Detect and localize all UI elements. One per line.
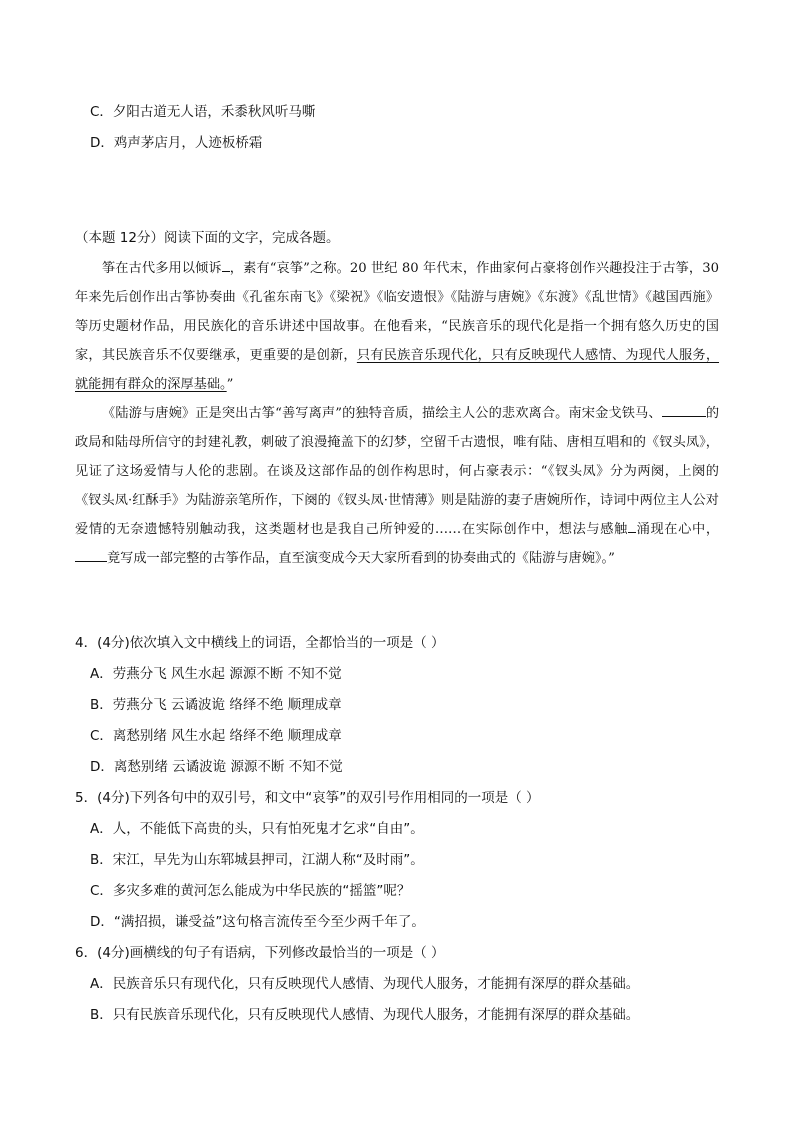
question-4-stem: 4．(4分)依次填入文中横线上的词语，全都恰当的一项是（ ） (75, 635, 445, 651)
underlined-sentence: 只有民族音乐现代化，只有反映现代人感情、为现代人服务，就能拥有群众的深厚基础。 (75, 348, 720, 392)
option-c-top: C．夕阳古道无人语，禾黍秋风听马嘶 (90, 104, 316, 120)
passage-text: 筝在古代多用以倾诉 (102, 261, 222, 276)
question-4-option-b: B．劳燕分飞 云谲波诡 络绎不绝 顺理成章 (90, 697, 342, 713)
passage-text: ，素有“哀筝”之称。20 世纪 80 年代末，作曲家何占豪将创作兴趣投注于古筝，30 年来先后创作出古筝协奏曲《孔雀东南飞》《梁祝》《临安遗恨》《陆游与唐婉》《东渡》《乱世情》《越国西施》等历史题材作品，用民族化的音乐讲述中国故事。在他看来，“民族音乐的现代化是指一个拥有悠久历史的国家，其民族音乐不仅要继承，更重要的是创新， (75, 261, 719, 363)
option-d-top: D．鸡声茅店月，人迹板桥霜 (90, 135, 263, 151)
question-6-option-b: B．只有民族音乐现代化，只有反映现代人感情、为现代人服务，才能拥有深厚的群众基础。 (90, 1007, 640, 1023)
fill-blank-4 (75, 547, 107, 562)
passage-text: 竟写成一部完整的古筝作品，直至演变成今天大家所看到的协奏曲式的《陆游与唐婉》。” (107, 551, 615, 566)
question-6-option-a: A．民族音乐只有现代化，只有反映现代人感情、为现代人服务，才能拥有深厚的群众基础。 (90, 976, 640, 992)
reading-passage (75, 254, 719, 573)
fill-blank-1 (222, 257, 230, 272)
passage-text: 的政局和陆母所信守的封建礼教，刺破了浪漫掩盖下的幻梦，空留千古遗恨，唯有陆、唐相互唱和的《钗头凤》，见证了这场爱情与人伦的悲剧。在谈及这部作品的创作构思时，何占豪表示：“《钗头凤》分为两阕，上阕的《钗头凤·红酥手》为陆游亲笔所作，下阕的《钗头凤·世情薄》则是陆游的妻子唐婉所作，诗词中两位主人公对爱情的无奈遗憾特别触动我，这类题材也是我自己所钟爱的……在实际创作中，想法与感触 (75, 406, 720, 537)
passage-text: ” (226, 377, 234, 392)
question-5-option-a: A．人，不能低下高贵的头，只有怕死鬼才乞求“自由”。 (90, 821, 424, 837)
question-5-option-d: D．“满招损，谦受益”这句格言流传至今至少两千年了。 (90, 914, 425, 930)
question-5-option-c: C．多灾多难的黄河怎么能成为中华民族的“摇篮”呢？ (90, 883, 411, 899)
passage-text: 涌现在心中， (635, 522, 720, 537)
question-4-option-c: C．离愁别绪 风生水起 络绎不绝 顺理成章 (90, 728, 342, 744)
section-intro: （本题 12分）阅读下面的文字，完成各题。 (75, 230, 340, 246)
passage-text: 《陆游与唐婉》正是突出古筝“善写离声”的独特音质，描绘主人公的悲欢离合。南宋金戈铁马、 (102, 406, 662, 421)
question-5-stem: 5．(4分)下列各句中的双引号，和文中“哀筝”的双引号作用相同的一项是（ ） (75, 790, 540, 806)
question-4-option-a: A．劳燕分飞 风生水起 源源不断 不知不觉 (90, 666, 342, 682)
passage-paragraph-1 (75, 254, 719, 399)
question-5-option-b: B．宋江，早先为山东郓城县押司，江湖人称“及时雨”。 (90, 852, 424, 868)
question-6-stem: 6．(4分)画横线的句子有语病，下列修改最恰当的一项是（ ） (75, 945, 445, 961)
fill-blank-3 (628, 518, 636, 533)
fill-blank-2 (662, 402, 706, 417)
question-4-option-d: D．离愁别绪 云谲波诡 源源不断 不知不觉 (90, 759, 343, 775)
passage-paragraph-2 (75, 399, 719, 573)
